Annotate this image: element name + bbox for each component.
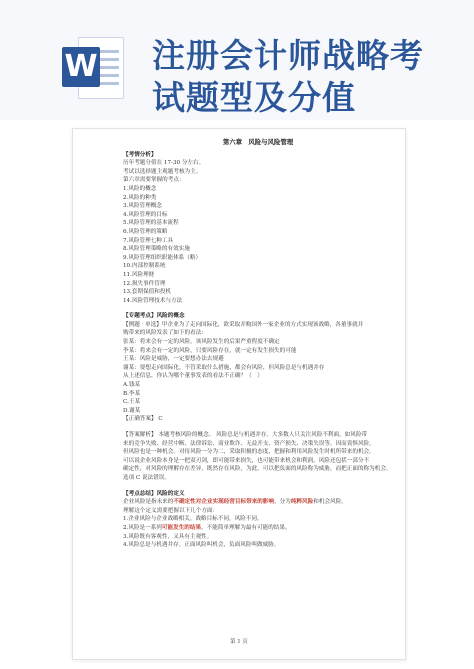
text-line: 李某：将来会有一定的风险，只要风险存在，就一定有发生损失的可能 bbox=[123, 347, 297, 354]
text-line: 10.内部控制系统 bbox=[123, 263, 166, 270]
text-line: 14.风险管理技术与方法 bbox=[123, 297, 183, 304]
text-line: 来的竞争失败、经营中断、法律诉讼、商业欺诈、无益开支、资产损失、决策失误等，因而畏惧风险。 bbox=[123, 440, 375, 447]
text-line: 5.风险管理的基本流程 bbox=[123, 220, 179, 227]
highlighted-text: 可能发生的结果 bbox=[161, 524, 202, 531]
text-line: 11.风险理财 bbox=[123, 271, 155, 278]
banner-title-line2: 试题型及分值 bbox=[152, 78, 356, 117]
text-line: 第六章需要掌握的考点： bbox=[123, 177, 185, 184]
document-page bbox=[72, 128, 406, 660]
text-line: 4.风险总是与机遇并存。正面风险叫机会，负面风险叫做威胁。 bbox=[123, 542, 280, 549]
text-line: 7.风险管理七种工具 bbox=[123, 237, 174, 244]
word-document-icon bbox=[62, 37, 122, 97]
text-line: 谢某：要想走向国际化，不管采取什么措施，都会有风险，但风险总是与机遇并存 bbox=[123, 364, 325, 371]
text-line: 选项 C 说法错误。 bbox=[123, 474, 170, 481]
text-line: 考试以选择题主观题考核为主。 bbox=[123, 168, 202, 175]
text-line: 确定性，对风险的理解存在差异，既然存在风险，为此，可以把负面的风险称为威胁，而把正面的称为机会。 bbox=[123, 466, 392, 473]
text-line: 1.企业风险与企业战略相关。战略目标不同，风险不同。 bbox=[123, 516, 263, 523]
header-banner bbox=[0, 0, 474, 120]
text-line: 2.风险的种类 bbox=[123, 194, 157, 201]
text-line: 从上述信息，你认为哪个董事发表的看法不正确？（ ） bbox=[123, 373, 263, 380]
text-line: 王某：风险是威胁，一定要想办法去规避 bbox=[123, 356, 224, 363]
text-line: 但风险也是一种机会。对待风险一分为二，采取积极的态度，把握和利用风险发生时机所带来的机会。 bbox=[123, 449, 375, 456]
document-content bbox=[123, 138, 393, 550]
definition-line: 企业风险是指未来的不确定性对企业实现经营目标带来的影响，分为纯粹风险和机会风险。 bbox=[123, 499, 347, 506]
text-line: 8.风险管理策略的有效实施 bbox=[123, 246, 190, 253]
text-line: 张某：将来会有一定的风险，该风险发生的后果严重程度不确定 bbox=[123, 339, 280, 346]
highlighted-text: 纯粹风险 bbox=[290, 499, 314, 506]
text-line: 购带来的风险发表了如下的看法： bbox=[123, 330, 207, 337]
page-number: 第 1 页 bbox=[230, 639, 248, 645]
text-line: 【例题 · 单选】甲企业为了走向国际化，欲采取并购国外一家企业的方式实现该战略，各董事就并 bbox=[123, 321, 364, 328]
text-line: 【答案解析】 本题考核风险的概念。 风险总是与机遇并存。大多数人只关注风险不利面，如风险带 bbox=[123, 432, 368, 438]
text-line: 2.风险是一系列可能发生的结果，不能简单理解为最有可能的结果。 bbox=[123, 524, 291, 531]
highlighted-text: 不确定性对企业实现经营目标带来的影响 bbox=[173, 499, 275, 506]
answer-explanation bbox=[123, 431, 393, 483]
text-line: 可以说企业风险本身是一把双刃剑，即可能带来损失，也可能带来机会和利润。风险还包括一部分不 bbox=[123, 457, 370, 464]
text-line: 9.风险管理组织职能体系（略） bbox=[123, 254, 202, 261]
text-line: 3.风险既有客观性，又具有主观性。 bbox=[123, 533, 213, 540]
text-line: 4.风险管理的目标 bbox=[123, 211, 168, 218]
text-line: 13.套期保值和投机 bbox=[123, 289, 172, 296]
text-line: D.谢某 bbox=[123, 407, 141, 414]
text-line: 3.风险管理概念 bbox=[123, 203, 162, 210]
text-line: C.王某 bbox=[123, 399, 141, 406]
text-line: 【正确答案】 C bbox=[123, 416, 163, 423]
section-heading: 【专题考点】风险的概念 bbox=[123, 313, 185, 320]
section-heading: 【考情分析】 bbox=[123, 151, 157, 158]
text-line: 1.风险的概念 bbox=[123, 185, 157, 192]
section-heading: 【考点总结】风险的定义 bbox=[123, 490, 185, 497]
banner-title-line1: 注册会计师战略考 bbox=[152, 36, 424, 75]
text-line: A.钱某 bbox=[123, 382, 141, 389]
text-line: 12.损失事件管理 bbox=[123, 280, 166, 287]
example-question bbox=[123, 321, 393, 424]
text-line: 理解这个定义需要把握以下几个方面： bbox=[123, 507, 219, 514]
text-line: 6.风险管理的策略 bbox=[123, 228, 168, 235]
text-line: 历年考题分值在 17-30 分左右。 bbox=[123, 160, 205, 167]
exam-analysis-list bbox=[123, 159, 393, 305]
word-badge-letter: W bbox=[62, 47, 100, 87]
chapter-title: 第六章 风险与风险管理 bbox=[222, 138, 294, 146]
text-line: B.李某 bbox=[123, 390, 141, 397]
